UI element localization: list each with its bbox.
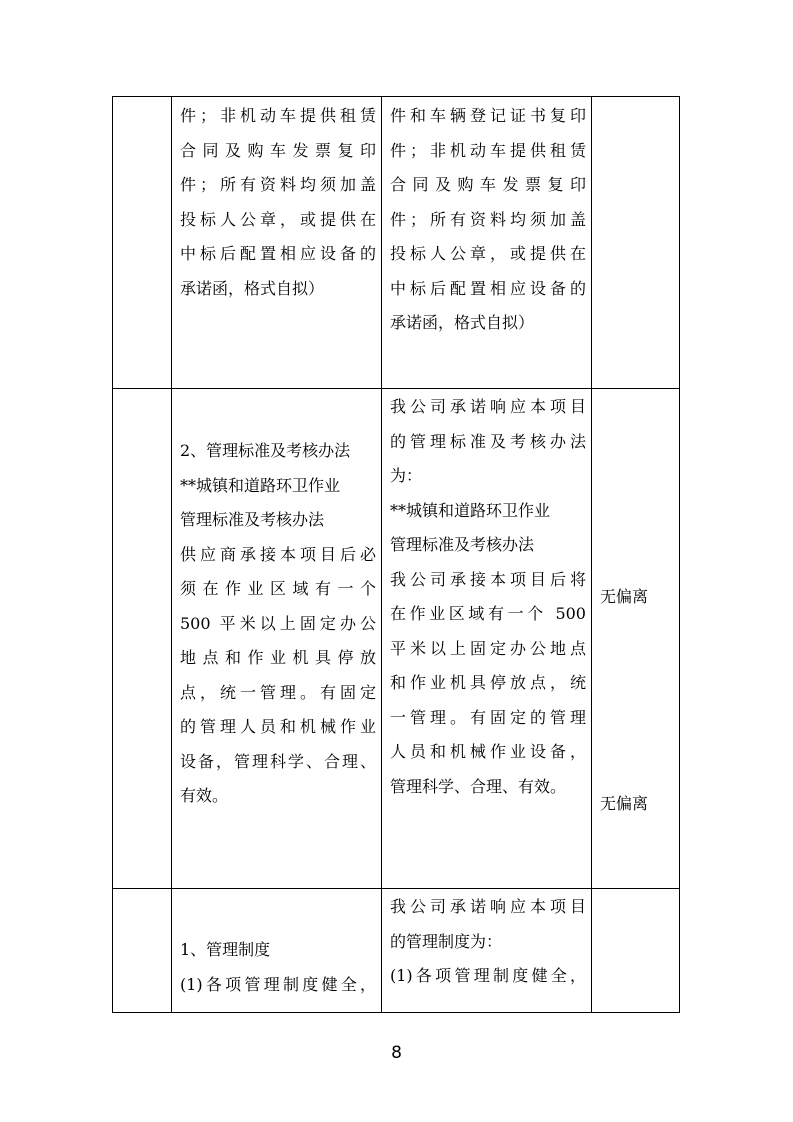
deviation-status: 无偏离 [600, 794, 649, 813]
text-line: 件；非机动车提供租赁 [180, 106, 376, 125]
text-line: 为： [390, 466, 423, 485]
row-2-requirement-cell [172, 434, 381, 814]
text-line: 管理标准及考核办法 [180, 510, 325, 529]
text-line: 管理标准及考核办法 [390, 535, 535, 554]
text-line: 投标人公章，或提供在 [180, 209, 376, 229]
text-line: 的管理制度为： [390, 931, 503, 951]
text-line: 件；所有资料均须加盖 [180, 175, 376, 194]
text-line: 供应商承接本项目后必 [180, 544, 376, 564]
text-line: 设备，管理科学、合理、 [180, 751, 376, 771]
text-line: 的管理标准及考核办法 [390, 431, 586, 451]
text-line: 和作业机具停放点，统 [390, 673, 586, 692]
deviation-status: 无偏离 [600, 587, 649, 606]
text-line: 管理科学、合理、有效。 [390, 776, 567, 796]
row-divider [113, 388, 679, 389]
text-line: 中标后配置相应设备的 [390, 278, 586, 298]
page-number: 8 [391, 1043, 402, 1063]
text-line: 中标后配置相应设备的 [180, 244, 376, 263]
text-line: 在作业区域有一个 500 [390, 604, 586, 623]
compliance-table [112, 96, 680, 1013]
text-line: 500 平米以上固定办公 [180, 613, 376, 633]
text-line: 点，统一管理。有固定 [180, 682, 376, 702]
text-line: 一管理。有固定的管理 [390, 707, 586, 727]
text-line: 件和车辆登记证书复印 [390, 106, 586, 125]
text-line: 我公司承诺响应本项目 [390, 397, 586, 416]
text-line: **城镇和道路环卫作业 [390, 500, 551, 520]
text-line: 承诺函，格式自拟） [390, 313, 535, 332]
text-line: 有效。 [180, 786, 229, 805]
text-line: 须在作业区域有一个 [180, 579, 376, 598]
row-2-response-cell [382, 390, 591, 804]
column-divider [591, 97, 592, 1012]
row-divider [113, 888, 679, 889]
text-line: 件；所有资料均须加盖 [390, 209, 586, 229]
row-1-response-cell [382, 99, 591, 341]
row-1-requirement-cell [172, 99, 381, 306]
row-3-response-cell [382, 890, 591, 994]
text-line: 我公司承诺响应本项目 [390, 897, 586, 916]
text-line: 地点和作业机具停放 [180, 648, 376, 667]
text-line: 合同及购车发票复印 [180, 140, 376, 160]
text-line: 投标人公章，或提供在 [390, 244, 586, 263]
text-line: 1、管理制度 [180, 940, 271, 959]
text-line: (1)各项管理制度健全， [180, 974, 376, 994]
text-line: 承诺函，格式自拟） [180, 278, 325, 298]
text-line: 人员和机械作业设备， [390, 742, 586, 761]
text-line: (1)各项管理制度健全， [390, 966, 586, 985]
text-line: 件；非机动车提供租赁 [390, 140, 586, 160]
row-3-requirement-cell [172, 933, 381, 1002]
text-line: 平米以上固定办公地点 [390, 638, 586, 658]
text-line: 的管理人员和机械作业 [180, 717, 376, 736]
text-line: **城镇和道路环卫作业 [180, 475, 341, 495]
text-line: 我公司承接本项目后将 [390, 569, 586, 589]
text-line: 合同及购车发票复印 [390, 175, 586, 194]
text-line: 2、管理标准及考核办法 [180, 441, 351, 460]
